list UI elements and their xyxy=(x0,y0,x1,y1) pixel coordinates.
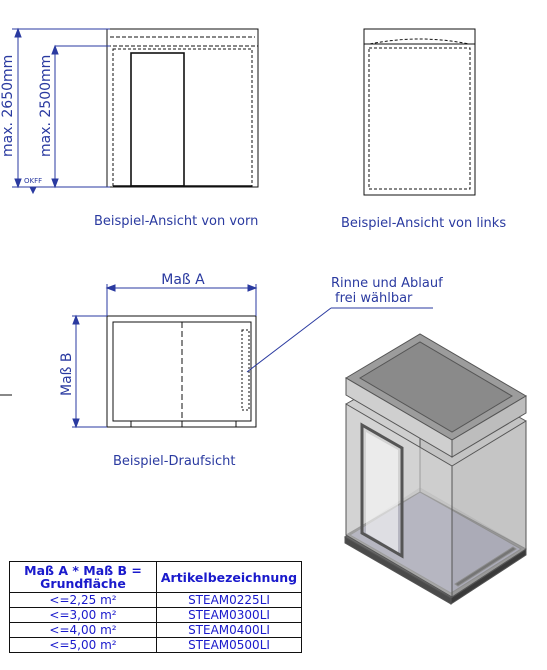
front-view-caption: Beispiel-Ansicht von vorn xyxy=(94,214,259,229)
top-view xyxy=(107,316,256,427)
left-view-outline xyxy=(364,29,475,195)
header-article: Artikelbezeichnung xyxy=(157,562,302,593)
isometric-cabin xyxy=(345,334,526,604)
table-row xyxy=(10,608,302,623)
table-row xyxy=(10,623,302,638)
article-cell: STEAM0225LI xyxy=(157,593,302,608)
okff-label: OKFF xyxy=(24,177,43,185)
dim-b-label: Maß B xyxy=(59,352,75,396)
drain-note xyxy=(331,276,443,306)
article-cell: STEAM0400LI xyxy=(157,623,302,638)
top-view-caption: Beispiel-Draufsicht xyxy=(113,454,236,469)
drain-channel xyxy=(242,330,249,410)
dim-a-label: Maß A xyxy=(161,272,205,288)
header-area: Maß A * Maß B = Grundfläche xyxy=(10,562,157,593)
area-cell: <=3,00 m² xyxy=(10,608,157,623)
left-view-caption: Beispiel-Ansicht von links xyxy=(341,216,507,231)
dim-total-label: max. 2650mm xyxy=(0,54,16,157)
drain-note-line1: Rinne und Ablauf xyxy=(331,276,443,291)
article-table xyxy=(9,561,302,653)
table-header-row xyxy=(10,562,302,593)
table-row xyxy=(10,593,302,608)
drain-note-line2: frei wählbar xyxy=(335,291,413,306)
article-cell: STEAM0500LI xyxy=(157,638,302,653)
area-cell: <=5,00 m² xyxy=(10,638,157,653)
left-view xyxy=(364,29,475,195)
article-cell: STEAM0300LI xyxy=(157,608,302,623)
front-view-dimensions xyxy=(12,29,110,193)
front-view xyxy=(107,29,258,187)
door-outline xyxy=(131,53,184,186)
okff-marker xyxy=(30,187,36,193)
table-row xyxy=(10,638,302,653)
area-cell: <=2,25 m² xyxy=(10,593,157,608)
area-cell: <=4,00 m² xyxy=(10,623,157,638)
dim-inner-label: max. 2500mm xyxy=(38,54,54,157)
